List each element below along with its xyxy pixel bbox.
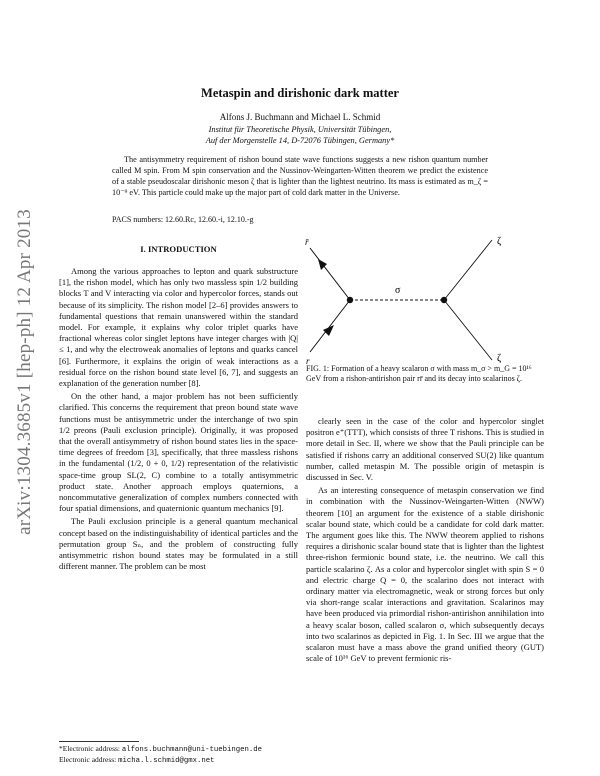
footnote-line: Electronic address: micha.l.schmid@gmx.net [59, 755, 215, 766]
left-column [59, 266, 298, 572]
label-sigma: σ [395, 285, 401, 296]
label-antirishon: r̄ [305, 237, 309, 247]
section-heading: I. INTRODUCTION [140, 244, 217, 254]
paragraph: The Pauli exclusion principle is a general quantum mechanical concept based on the indistinguishability of identical particles and the permutation group Sₙ, and the problem of constructing fully antisymmetric rishon bound states may be formulated in a still different manner. The problem can be most [59, 516, 298, 572]
fermion-line-bottom-left [310, 300, 350, 352]
paragraph: As an interesting consequence of metaspin conservation we find in combination with the Nussinov-Weingarten-Witten (NWW) theorem [10] an argument for the existence of a stable dirishonic scalar bound state, which could be a candidate for cold dark matter. The argument goes like this. The NWW theorem applied to rishons requires a dirishonic scalar bound state that is lighter than the lightest three-rishon fermionic bound state, i.e. the neutrino. We call this particle scalarino ζ. As a color and hypercolor singlet with spin S = 0 and electric charge Q = 0, the scalarino does not interact with ordinary matter via electromagnetic, weak or strong forces but only via short-range scalar interactions and gravitation. Scalarinos may have been produced via primordial rishon-antirishon annihilation into a heavy scalar boson, called scalaron σ, which subsequently decays into two scalarinos as depicted in Fig. 1. In Sec. III we argue that the scalaron must have a mass above the grand unified theory (GUT) scale of 10¹⁶ GeV to prevent fermionic ris- [306, 485, 544, 664]
arrow-bottom-left [323, 325, 334, 336]
author-list: Alfons J. Buchmann and Michael L. Schmid [219, 112, 381, 122]
pacs-numbers: PACS numbers: 12.60.Rc, 12.60.-i, 12.10.-g [112, 215, 254, 224]
footnotes [59, 744, 299, 767]
affiliation-line-1: Institut für Theoretische Physik, Universität Tübingen, [208, 125, 392, 134]
paragraph: clearly seen in the case of the color and hypercolor singlet positron e⁺(TTT), which consists of three T rishons. This is studied in more detail in Sec. II, where we show that the Pauli principle can be satisfied if rishons carry an additional conserved SU(2) like quantum number, called metaspin M. The possible origin of metaspin is discussed in Sec. V. [306, 416, 544, 483]
diagram-svg [296, 234, 552, 366]
figure-caption: FIG. 1: Formation of a heavy scalaron σ with mass m_σ > m_G = 10¹⁶ GeV from a rishon-antirishon pair rr̄ and its decay into scalarinos ζ. [306, 364, 532, 384]
right-column [306, 416, 544, 664]
label-rishon: r [306, 356, 310, 366]
affiliation-line-2: Auf der Morgenstelle 14, D-72076 Tübingen, Germany* [205, 136, 395, 145]
vertex-left [347, 297, 353, 303]
label-zeta-bottom: ζ [497, 353, 502, 364]
footnote-rule [59, 741, 139, 742]
affiliation [0, 124, 600, 146]
vertex-right [441, 297, 447, 303]
paper-title: Metaspin and dirishonic dark matter [201, 86, 399, 100]
scalarino-line-bottom [444, 300, 492, 360]
fermion-line-top-left [310, 248, 350, 300]
paragraph: Among the various approaches to lepton and quark substructure [1], the rishon model, which has only two massless spin 1/2 building blocks T and V interacting via color and hypercolor forces, stands out because of its simplicity. The rishon model [2–6] provides answers to fundamental questions that remain unanswered within the standard model. For example, it explains why color triplet quarks have fractional whereas color singlet leptons have integer charges with |Q| ≤ 1, and why the electroweak anomalies of leptons and quarks cancel [6]. Furthermore, it explains the origin of weak interactions as a residual force on the rishon bound state level [6, 7], and suggests an explanation of the generation number [8]. [59, 266, 298, 389]
feynman-diagram [296, 234, 552, 366]
paragraph: On the other hand, a major problem has not been sufficiently clarified. This concerns the requirement that preon bound state wave functions must be antisymmetric under the interchange of two spin 1/2 preons (Pauli exclusion principle). Originally, it was proposed that the overall antisymmetry of rishon bound states lies in the space-time degrees of freedom [3], specifically, that three massless rishons in the fundamental (1/2, 0 + 0, 1/2) representation of the relativistic space-time group SL(2, C) combine to a totally antisymmetric product state. Another approach employs quaternions, a noncommutative generalization of complex numbers connected with four spatial dimensions, and quaternionic quantum mechanics [9]. [59, 391, 298, 514]
email-link[interactable]: micha.l.schmid@gmx.net [118, 757, 215, 766]
scalarino-line-top [444, 240, 492, 300]
abstract: The antisymmetry requirement of rishon bound state wave functions suggests a new rishon quantum number called M spin. From M spin conservation and the Nussinov-Weingarten-Witten theorem we predict the existence of a stable pseudoscalar dirishonic meson ζ that is lighter than the lightest neutrino. Its mass is estimated as m_ζ = 10⁻⁹ eV. This particle could make up the major part of cold dark matter in the Universe. [112, 155, 488, 197]
arxiv-watermark: arXiv:1304.3685v1 [hep-ph] 12 Apr 2013 [14, 209, 35, 535]
footnote-line: *Electronic address: alfons.buchmann@uni-tuebingen.de [59, 744, 263, 754]
label-zeta-top: ζ [497, 236, 502, 247]
email-link[interactable]: alfons.buchmann@uni-tuebingen.de [121, 746, 263, 754]
